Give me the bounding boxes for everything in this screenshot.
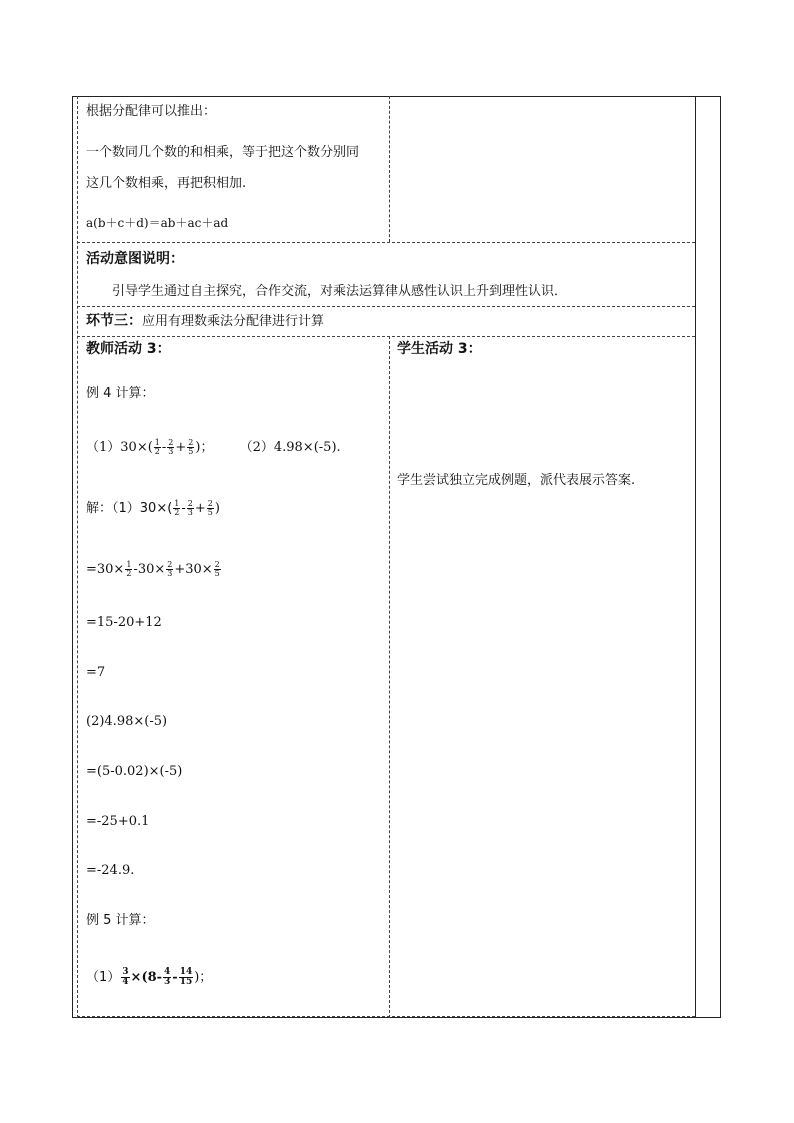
teacher-heading: 教师活动 3： (86, 341, 171, 357)
ex5-prefix: （1） (86, 970, 121, 985)
right-margin-column-line (695, 96, 696, 1018)
fraction-two-fifths: $\frac{2}{5}$ (207, 499, 213, 517)
student-heading: 学生活动 3： (397, 341, 482, 357)
ex5-mid: ×(8- (130, 970, 163, 985)
plus-sign: + (175, 440, 187, 455)
solution-step-5: =(5-0.02)×(-5) (86, 764, 183, 779)
minus-sign: - (181, 501, 186, 516)
distributive-intro: 根据分配律可以推出： (86, 104, 217, 119)
fraction-fourteen-fifteenths: $\frac{14}{15}$ (179, 967, 193, 987)
fraction-three-quarters: $\frac{3}{4}$ (122, 967, 129, 987)
row-divider-3 (77, 336, 695, 337)
solution-prefix: 解：（1）30×( (86, 501, 173, 516)
step1-part-c: +30× (174, 562, 213, 577)
stage-title: 应用有理数乘法分配律进行计算 (142, 314, 325, 329)
stage-heading (86, 312, 324, 331)
fraction-two-thirds: $\frac{2}{3}$ (168, 438, 174, 456)
left-inner-border (77, 96, 78, 1018)
student-activity-body: 学生尝试独立完成例题，派代表展示答案. (397, 473, 636, 488)
example-5-label: 例 5 计算： (86, 913, 155, 928)
fraction-half: $\frac{1}{2}$ (174, 499, 180, 517)
solution-step-6: =-25+0.1 (86, 814, 150, 829)
step1-part-a: =30× (86, 562, 125, 577)
solution-step-2: =15-20+12 (86, 615, 162, 630)
q2-text: （2）4.98×(-5). (239, 440, 341, 455)
fraction-half: $\frac{1}{2}$ (154, 438, 160, 456)
solution-1-header (86, 500, 220, 518)
q1-prefix: （1）30×( (86, 440, 153, 455)
ex5-suffix: )； (194, 970, 213, 985)
example-5-problem-1 (86, 968, 212, 987)
distributive-rule-line1: 一个数同几个数的和相乘，等于把这个数分别同 (86, 145, 360, 160)
solution-step-7: =-24.9. (86, 863, 135, 878)
minus-sign: - (161, 440, 167, 455)
example-4-label: 例 4 计算： (86, 386, 155, 401)
fraction-two-fifths: $\frac{2}{5}$ (188, 438, 194, 456)
intent-heading: 活动意图说明： (86, 251, 184, 267)
fraction-half: $\frac{1}{2}$ (126, 560, 132, 578)
distributive-formula: a(b＋c＋d)＝ab＋ac＋ad (86, 216, 229, 230)
row-divider-2 (77, 306, 695, 307)
row-divider-1 (77, 242, 695, 243)
plus-sign: + (194, 501, 206, 516)
q1-suffix: )； (195, 440, 214, 455)
example-4-problems (86, 439, 341, 457)
top-column-divider (389, 96, 390, 242)
stage-label: 环节三： (86, 313, 142, 329)
distributive-rule-line2: 这几个数相乘，再把积相加. (86, 176, 247, 191)
solution-step-1 (86, 561, 222, 579)
solution-suffix: ) (214, 501, 220, 516)
solution-step-3: =7 (86, 665, 106, 680)
step1-part-b: -30× (133, 562, 166, 577)
activity-column-divider (389, 336, 390, 1018)
ex5-minus: - (172, 970, 178, 985)
fraction-two-thirds: $\frac{2}{3}$ (187, 499, 193, 517)
fraction-two-thirds: $\frac{2}{3}$ (167, 560, 173, 578)
fraction-four-thirds: $\frac{4}{3}$ (164, 967, 171, 987)
lesson-table-frame (72, 96, 721, 1018)
fraction-two-fifths: $\frac{2}{5}$ (214, 560, 220, 578)
row-divider-bottom (77, 1016, 695, 1017)
solution-2-header: (2)4.98×(-5) (86, 714, 168, 729)
intent-body: 引导学生通过自主探究，合作交流，对乘法运算律从感性认识上升到理性认识． (112, 284, 568, 299)
